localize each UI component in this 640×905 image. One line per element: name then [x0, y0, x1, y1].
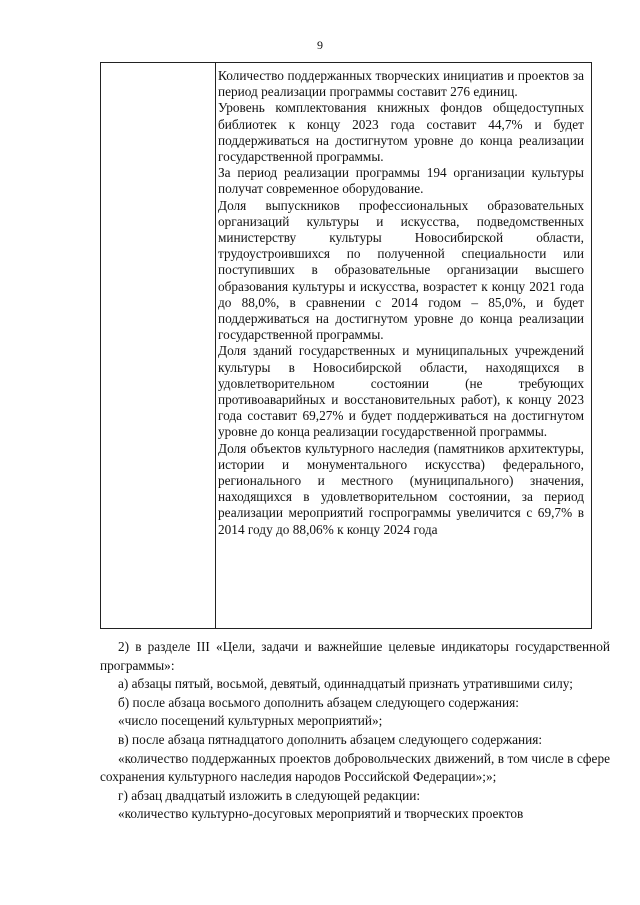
table-column-divider — [215, 63, 216, 628]
cell-paragraph-heritage: Доля объектов культурного наследия (памятников архитектуры, истории и монументального искусства) федерального, регионального и местного (муниципального) значения, находящихся в удовлетворительном состоянии, за период реализации мероприятий госпрограммы увеличится с 69,7% в 2014 году до 88,06% к концу 2024 года — [218, 440, 584, 537]
body-paragraph-v: в) после абзаца пятнадцатого дополнить абзацем следующего содержания: — [118, 731, 543, 747]
body-paragraph-section-iii: 2) в разделе III «Цели, задачи и важнейшие целевые индикаторы государственной программы»: — [100, 639, 610, 673]
body-paragraph-g: г) абзац двадцатый изложить в следующей редакции: — [118, 787, 421, 803]
cell-paragraph-equipment: За период реализации программы 194 организации культуры получат современное оборудование. — [218, 165, 584, 197]
cell-paragraph-buildings: Доля зданий государственных и муниципальных учреждений культуры в Новосибирской области, находящихся в удовлетворительном состоянии (не требующих противоаварийных и восстановительных работ), к концу 2023 года составит 69,27% и будет поддерживаться на достигнутом уровне до конца реализации государственной программы. — [218, 343, 584, 440]
table-cell-right — [218, 68, 584, 538]
body-text — [100, 638, 610, 824]
body-paragraph-b-quote: «число посещений культурных мероприятий»; — [118, 713, 383, 729]
body-paragraph-a: а) абзацы пятый, восьмой, девятый, одиннадцатый признать утратившими силу; — [118, 676, 573, 692]
body-paragraph-b: б) после абзаца восьмого дополнить абзацем следующего содержания: — [118, 694, 519, 710]
cell-paragraph-initiatives: Количество поддержанных творческих инициатив и проектов за период реализации программы составит 276 единиц. — [218, 68, 584, 100]
body-paragraph-v-quote: «количество поддержанных проектов добровольческих движений, в том числе в сфере сохранения культурного наследия народов Российской Федерации»;»; — [100, 750, 610, 785]
cell-paragraph-library-funds: Уровень комплектования книжных фондов общедоступных библиотек к концу 2023 года составит 44,7% и будет поддерживаться на достигнутом уровне до конца реализации государственной программы. — [218, 100, 584, 165]
page-number: 9 — [317, 38, 323, 52]
body-paragraph-g-quote: «количество культурно-досуговых мероприятий и творческих проектов — [118, 806, 524, 822]
cell-paragraph-graduates: Доля выпускников профессиональных образовательных организаций культуры и искусства, подведомственных министерству культуры Новосибирской области, трудоустроившихся по полученной специальности или поступивших в образовательные организации высшего образования культуры и искусства, возрастет к концу 2021 года до 88,0%, в сравнении с 2014 годом – 85,0%, и будет поддерживаться на достигнутом уровне до конца реализации государственной программы. — [218, 197, 584, 343]
